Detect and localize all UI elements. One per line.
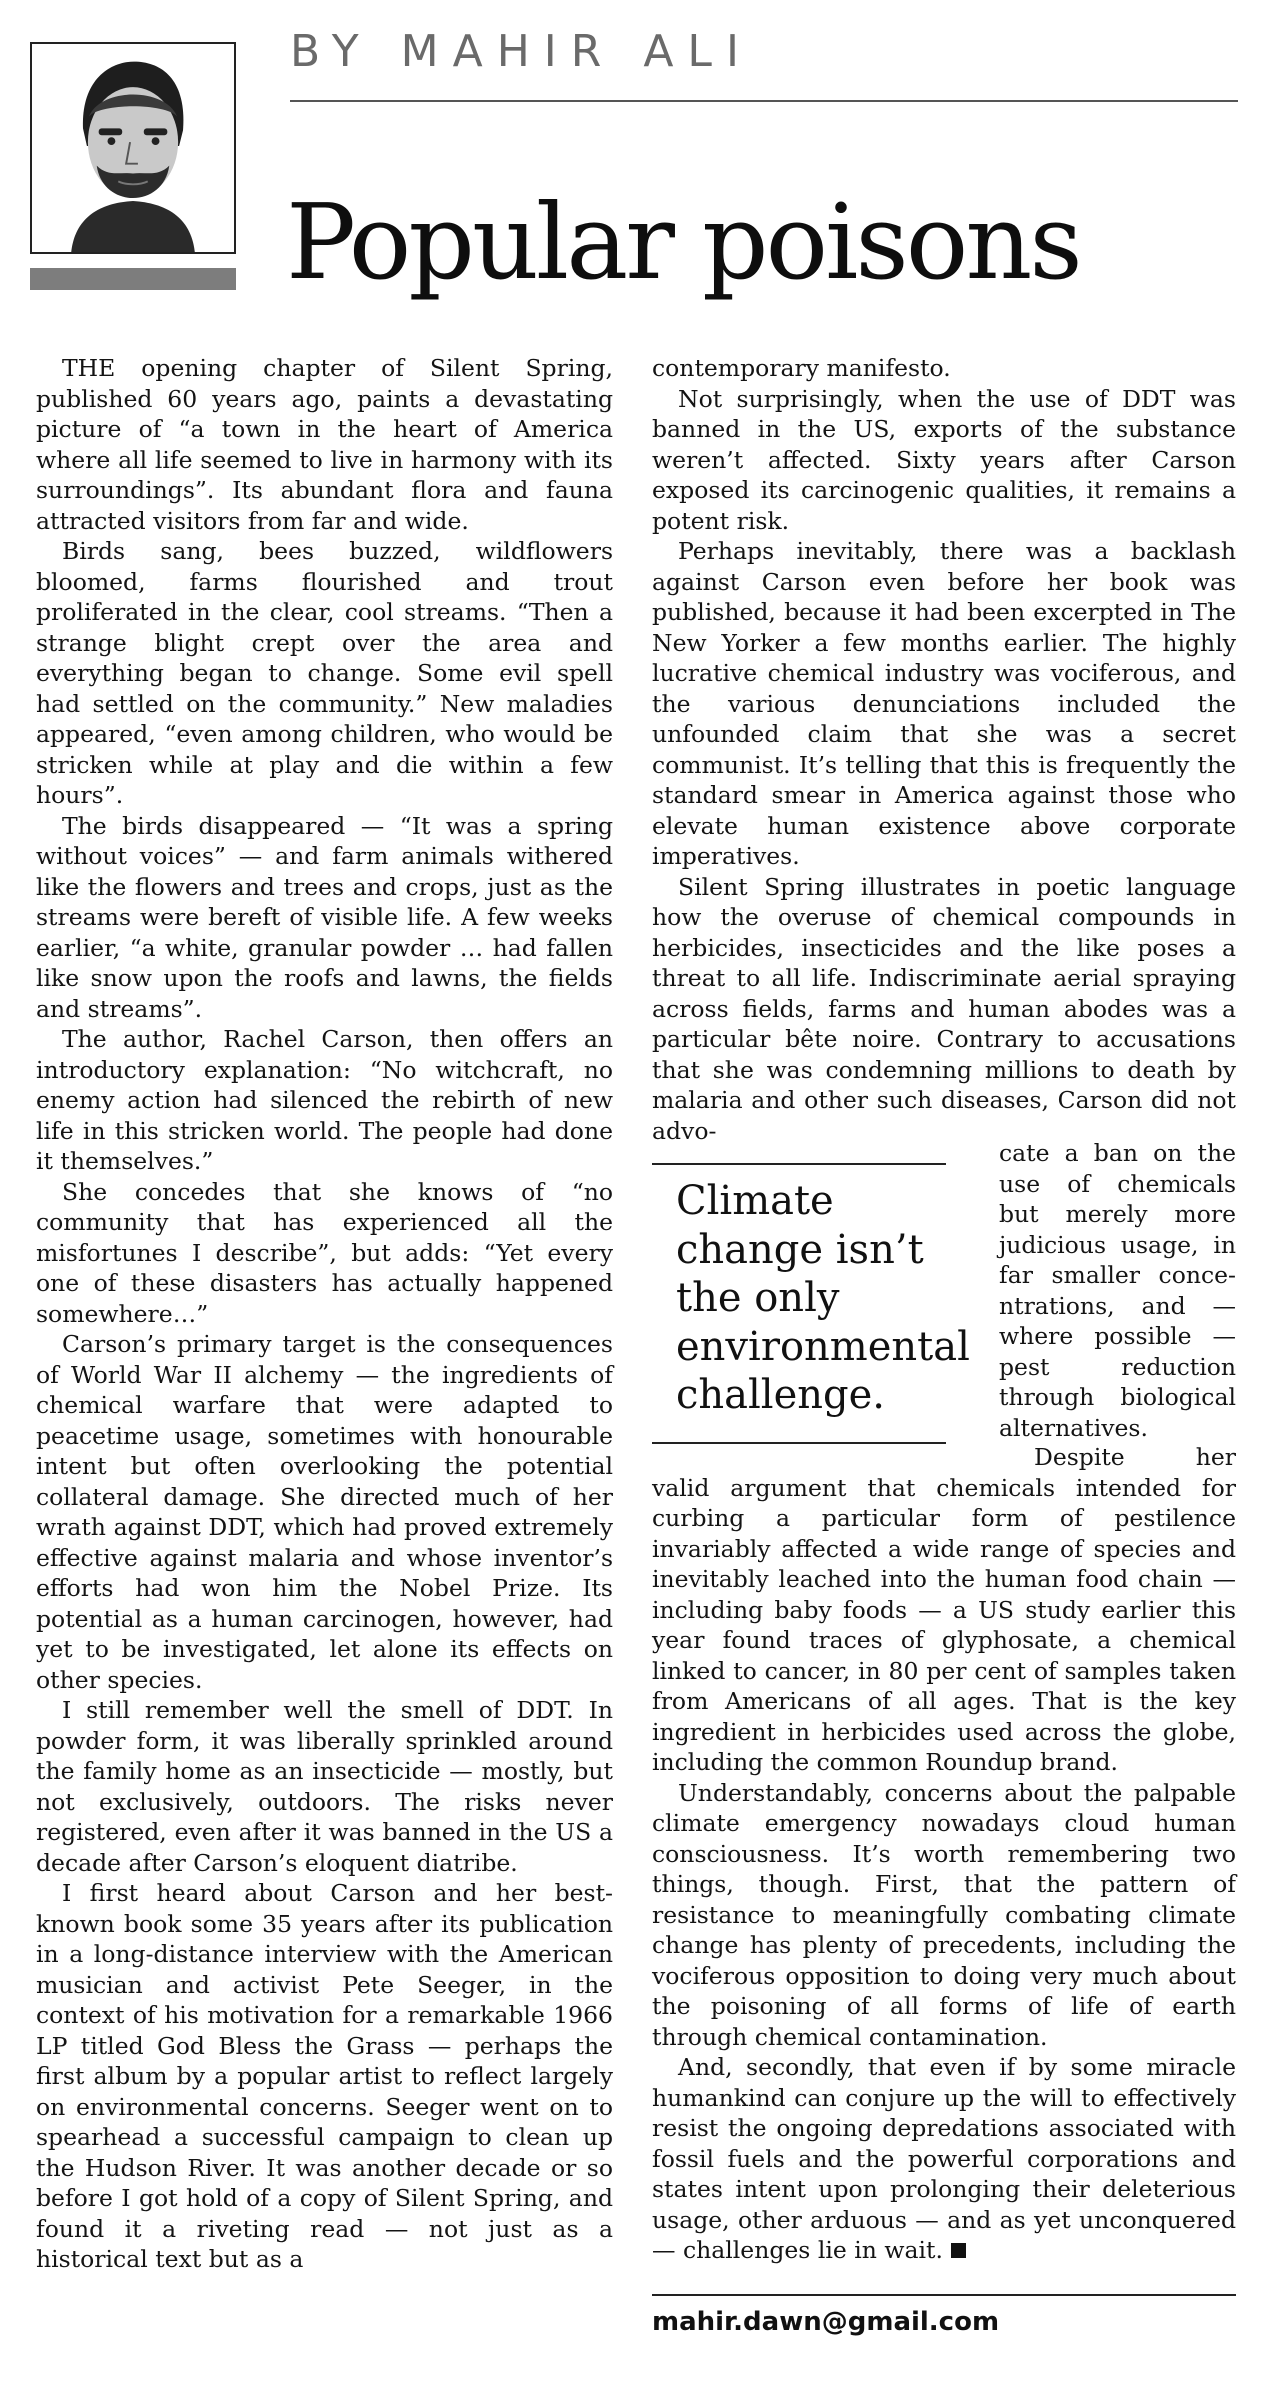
wrap-line: alternatives. <box>999 1413 1148 1442</box>
paragraph <box>652 2052 1236 2266</box>
paragraph: Carson’s primary target is the consequences of World War II alchemy — the ingredients of chemical warfare that were adapted to peacetime usage, sometimes with honourable intent but often overlooking the potential collateral damage. She directed much of her wrath against DDT, which had proved extremely effective against malaria and whose inventor’s efforts had won him the Nobel Prize. Its potential as a human carcinogen, however, had yet to be investigated, let alone its effects on other species. <box>36 1330 613 1694</box>
paragraph: She concedes that she knows of “no community that has experienced all the misfortunes I describe”, but adds: “Yet every one of these disasters has actually happened somewhere…” <box>36 1177 613 1328</box>
right-column-bottom <box>652 1442 1236 2266</box>
paragraph: Not surprisingly, when the use of DDT was banned in the US, exports of the substance weren’t affected. Sixty years after Carson exposed its carcinogenic qualities, it remains a potent risk. <box>652 384 1236 535</box>
author-portrait <box>30 42 236 254</box>
wrap-line: far smaller conce- <box>999 1261 1236 1289</box>
wrap-line: ntrations, and — <box>999 1291 1236 1320</box>
portrait-bar <box>30 268 236 290</box>
byline-rule <box>290 100 1238 102</box>
wrap-line: pest reduction <box>999 1352 1236 1381</box>
paragraph: Understandably, concerns about the palpable climate emergency nowadays cloud human consciousness. It’s worth remembering two things, though. First, that the pattern of resistance to meaningfully combating climate change has plenty of precedents, including the vociferous opposition to doing very much about the poisoning of all forms of life of earth through chemical contamination. <box>652 1778 1236 2051</box>
author-photo-icon <box>32 44 234 252</box>
wrap-line: judicious usage, in <box>999 1230 1236 1259</box>
byline: BY MAHIR ALI <box>290 26 753 77</box>
pull-quote <box>652 1163 970 1444</box>
paragraph <box>652 1442 1236 1778</box>
paragraph: contemporary manifesto. <box>652 354 951 382</box>
paragraph: Birds sang, bees buzzed, wildflowers bloomed, farms flourished and trout proliferated in the clear, cool streams. “Then a strange blight crept over the area and everything began to change. Some evil spell had settled on the community.” New maladies appeared, “even among children, who would be stricken while at play and die within a few hours”. <box>36 537 613 809</box>
pull-quote-text: Climate change isn’t the only environmental challenge. <box>676 1178 970 1418</box>
paragraph: I first heard about Carson and her best-known book some 35 years after its publication in a long-distance interview with the American musician and activist Pete Seeger, in the context of his motivation for a remarkable 1966 LP titled God Bless the Grass — perhaps the first album by a popular artist to reflect largely on environmental concerns. Seeger went on to spearhead a successful campaign to clean up the Hudson River. It was another decade or so before I got hold of a copy of Silent Spring, and found it a riveting read — not just as a historical text but as a <box>36 1879 613 2273</box>
paragraph: Perhaps inevitably, there was a backlash against Carson even before her book was published, because it had been excerpted in The New Yorker a few months earlier. The highly lucrative chemical industry was vociferous, and the various denunciations included the unfounded claim that she was a secret communist. It’s telling that this is frequently the standard smear in America against those who elevate human existence above corporate imperatives. <box>652 537 1236 870</box>
paragraph: THE opening chapter of Silent Spring, published 60 years ago, paints a devastating picture of “a town in the heart of America where all life seemed to live in harmony with its surroundings”. Its abundant flora and fauna attracted visitors from far and wide. <box>36 354 613 535</box>
wrap-column <box>999 1138 1236 1443</box>
wrap-line: cate a ban on the <box>999 1139 1236 1167</box>
paragraph: Silent Spring illustrates in poetic language how the overuse of chemical compounds in herbicides, insecticides and the like poses a threat to all life. Indiscriminate aerial spraying across fields, farms and human abodes was a particular bête noire. Contrary to accusations that she was condemning millions to death by malaria and other such diseases, Carson did not advo- <box>652 872 1236 1145</box>
paragraph-text: Despite her valid argument that chemicals intended for curbing a particular form of pestilence invariably affected a wide range of species and inevitably leached into the human food chain — including baby foods — a US study earlier this year found traces of glyphosate, a chemical linked to cancer, in 80 per cent of samples taken from Americans of all ages. That is the key ingredient in herbicides used across the globe, including the common Roundup brand. <box>652 1443 1236 1776</box>
author-email: mahir.dawn@gmail.com <box>652 2307 1000 2337</box>
paragraph: The birds disappeared — “It was a spring without voices” — and farm animals withered like the flowers and trees and crops, just as the streams were bereft of visible life. A few weeks earlier, “a white, granular powder … had fallen like snow upon the roofs and lawns, the fields and streams”. <box>36 811 613 1023</box>
paragraph: The author, Rachel Carson, then offers an introductory explanation: “No witchcraft, no enemy action had silenced the rebirth of new life in this stricken world. The people had done it themselves.” <box>36 1025 613 1175</box>
paragraph-text: And, secondly, that even if by some miracle humankind can conjure up the will to effectively resist the ongoing depredations associated with fossil fuels and the powerful corporations and states intent upon prolonging their deleterious usage, other arduous — and as yet unconquered — challenges lie in wait. <box>652 2053 1236 2264</box>
left-column <box>36 353 613 2275</box>
paragraph: I still remember well the smell of DDT. In powder form, it was liberally sprinkled around the family home as an insecticide — mostly, but not exclusively, outdoors. The risks never registered, even after it was banned in the US a decade after Carson’s eloquent diatribe. <box>36 1696 613 1877</box>
wrap-line: through biological <box>999 1383 1236 1411</box>
end-mark-icon <box>951 2243 966 2258</box>
wrap-line: use of chemicals <box>999 1169 1236 1198</box>
wrap-line: where possible — <box>999 1322 1236 1350</box>
right-column-top <box>652 353 1236 1146</box>
headline: Popular poisons <box>286 181 1080 303</box>
signature-rule <box>652 2294 1236 2296</box>
wrap-line: but merely more <box>999 1200 1236 1228</box>
